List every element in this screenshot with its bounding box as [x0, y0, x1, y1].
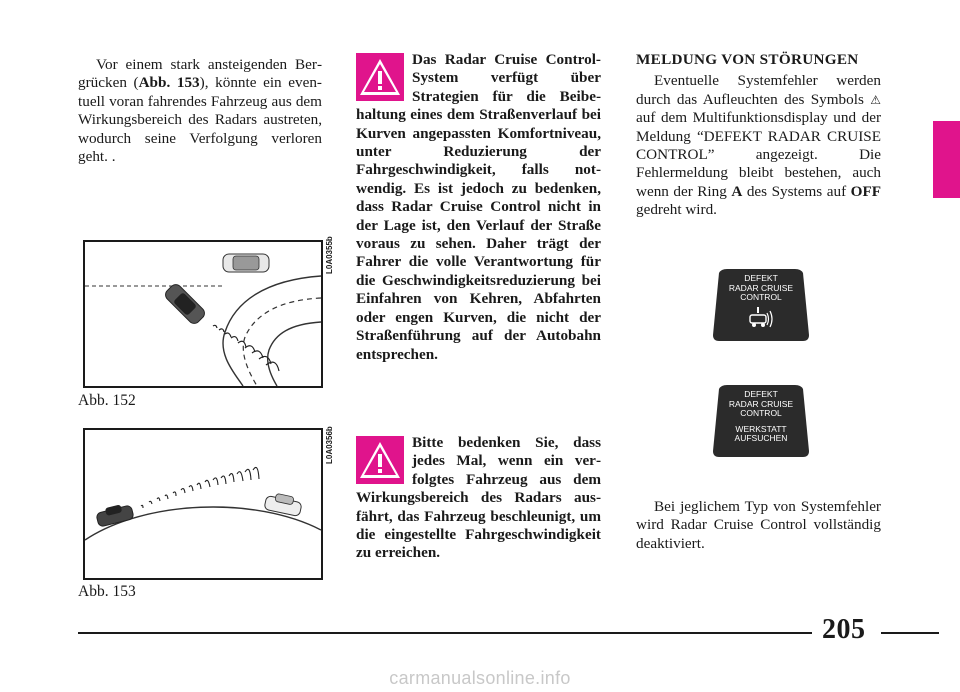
fault-paragraph: Eventuelle Systemfehler werden durch das Aufleuchten des Symbols ⚠ auf dem Multifunktionsdisplay und der Meldung “DEFEKT RADAR CRUISE CONTROL” angezeigt. Die Fehlermeldung bleibt bestehen, auch wenn der Ring A des Systems auf OFF gedreht wird. [636, 72, 882, 219]
page-number: 205 [822, 614, 866, 645]
figure-153-code: L0A0356b [325, 426, 334, 464]
footer-rule-right [881, 632, 939, 634]
figure-153-caption: Abb. 153 [78, 583, 136, 600]
curve-road-drawing [85, 242, 321, 386]
warning-text-curves: Das Radar Cruise Control-System verfügt über Strategien für die Beibehaltung eines dem Straßenverlauf bei Kurven angepassten Komfortniveau, unter Reduzierung der Fahrgeschwindigkeit, falls notwendig. Es ist jedoch zu bedenken, dass Radar Cruise Control nicht in der Lage ist, den Verlauf der Straße voraus zu sehen. Daher trägt der Fahrer die volle Verantwortung für die Geschwindigkeitsreduzierung bei Einfahren von Kehren, Abfahrten oder engen Kurven, die nicht der Straßenführung auf der Autobahn entsprechen. [356, 51, 601, 363]
display-line: WERKSTATT [735, 423, 787, 434]
warning-block-acceleration [356, 434, 601, 563]
display-line: DEFEKT [744, 273, 778, 283]
warning-block-curves [356, 51, 601, 364]
display-line: RADAR CRUISE [728, 398, 794, 409]
footer-rule-left [78, 632, 812, 634]
fault-report-column [636, 51, 881, 220]
figure-153-hill-illustration [83, 428, 323, 580]
display-line: RADAR CRUISE [728, 282, 794, 293]
display-line: DEFEKT [744, 389, 778, 399]
radar-beam-icon [141, 467, 259, 508]
hill-drawing [85, 430, 321, 578]
own-car-icon [95, 502, 134, 527]
display-line: CONTROL [740, 292, 782, 302]
figure-152-caption: Abb. 152 [78, 392, 136, 409]
warning-triangle-icon [356, 436, 404, 484]
display-workshop-message [713, 385, 809, 462]
section-tab-marker [933, 121, 960, 198]
display-line: CONTROL [740, 408, 782, 418]
deactivation-column [636, 498, 881, 553]
own-car-icon [163, 282, 207, 326]
display-line: AUFSUCHEN [734, 433, 788, 443]
lead-car-icon [223, 254, 269, 272]
figure-152-code: L0A0355b [325, 236, 334, 274]
intro-text-column [78, 56, 322, 166]
display-fault-message [713, 269, 809, 346]
radar-fault-icon [747, 307, 775, 331]
warning-triangle-icon [356, 53, 404, 101]
section-heading: MELDUNG VON STÖRUNGEN [636, 51, 859, 68]
intro-paragraph: Vor einem stark ansteigenden Bergrücken (Abb. 153), könnte ein eventuell voran fahrendes Fahrzeug aus dem Wirkungsbereich des Radars austreten, wodurch seine Verfolgung verloren geht. . [78, 56, 322, 166]
deactivation-paragraph: Bei jeglichem Typ von Systemfehler wird Radar Cruise Control vollständig deaktiviert. [636, 498, 881, 552]
watermark-text: carmanualsonline.info [389, 668, 571, 688]
warning-text-acceleration: Bitte bedenken Sie, dass jedes Mal, wenn ein verfolgtes Fahrzeug aus dem Wirkungsbereich des Radars ausfährt, das Fahrzeug beschleunigt, um die eingestellte Fahrgeschwindigkeit zu erreichen. [356, 434, 601, 562]
figure-152-curve-illustration [83, 240, 323, 388]
